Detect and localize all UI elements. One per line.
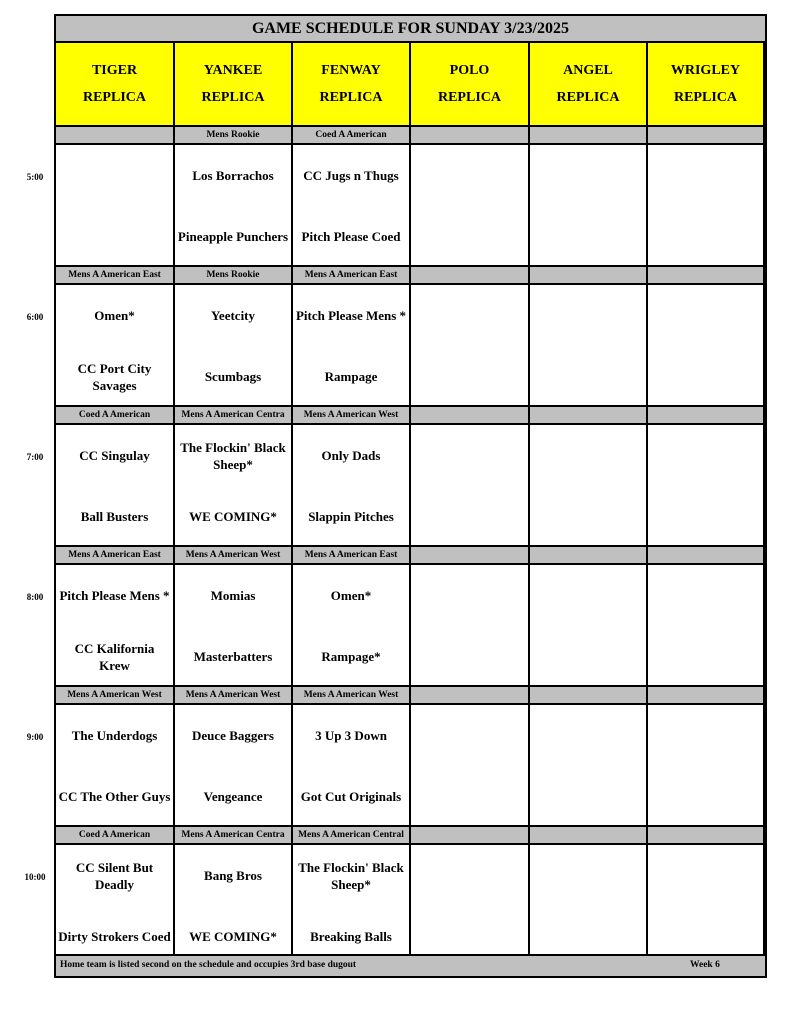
home-team: WE COMING* bbox=[189, 509, 277, 524]
division-label: Mens Rookie bbox=[175, 127, 293, 145]
division-label bbox=[411, 127, 530, 145]
field-header bbox=[411, 43, 530, 127]
division-label bbox=[411, 687, 530, 705]
away-team bbox=[530, 145, 646, 206]
division-label bbox=[530, 407, 648, 425]
away-team bbox=[411, 705, 528, 766]
away-team: Yeetcity bbox=[210, 308, 256, 323]
field-type: REPLICA bbox=[673, 90, 737, 105]
division-label bbox=[648, 407, 765, 425]
home-team bbox=[411, 346, 528, 407]
away-team: Only Dads bbox=[321, 448, 381, 463]
game-cell bbox=[56, 145, 175, 267]
division-label: Mens A American West bbox=[175, 547, 293, 565]
away-team bbox=[648, 145, 763, 206]
away-team: The Underdogs bbox=[71, 728, 158, 743]
field-type: REPLICA bbox=[556, 90, 620, 105]
home-team bbox=[648, 766, 763, 827]
game-cell bbox=[293, 285, 411, 407]
home-team: WE COMING* bbox=[189, 929, 277, 944]
division-label: Mens A American East bbox=[293, 267, 411, 285]
game-cell bbox=[293, 145, 411, 267]
division-label bbox=[411, 547, 530, 565]
division-label bbox=[648, 827, 765, 845]
field-type: REPLICA bbox=[82, 90, 146, 105]
time-label: 6:00 bbox=[26, 312, 44, 322]
division-label: Mens Rookie bbox=[175, 267, 293, 285]
schedule-title: GAME SCHEDULE FOR SUNDAY 3/23/2025 bbox=[56, 16, 765, 43]
game-cell bbox=[293, 425, 411, 547]
division-label: Mens A American East bbox=[293, 547, 411, 565]
division-label: Coed A American bbox=[56, 827, 175, 845]
division-label bbox=[530, 687, 648, 705]
field-header bbox=[293, 43, 411, 127]
game-cell bbox=[411, 425, 530, 547]
division-label: Mens A American East bbox=[56, 267, 175, 285]
game-cell bbox=[411, 145, 530, 267]
division-label bbox=[411, 407, 530, 425]
away-team bbox=[648, 705, 763, 766]
home-team: Dirty Strokers Coed bbox=[58, 929, 171, 944]
home-team: CC Port City Savages bbox=[77, 360, 152, 393]
game-cell bbox=[411, 285, 530, 407]
home-team: Pitch Please Coed bbox=[301, 229, 401, 244]
time-label: 7:00 bbox=[26, 452, 44, 462]
division-label bbox=[648, 687, 765, 705]
game-cell bbox=[648, 845, 765, 967]
division-label bbox=[648, 127, 765, 145]
away-team: The Flockin' Black Sheep* bbox=[298, 859, 404, 892]
away-team bbox=[411, 565, 528, 626]
home-team bbox=[411, 626, 528, 687]
game-cell bbox=[648, 145, 765, 267]
home-team: Rampage* bbox=[321, 649, 381, 664]
time-label: 5:00 bbox=[26, 172, 44, 182]
field-name: ANGEL bbox=[563, 63, 613, 78]
game-cell bbox=[648, 565, 765, 687]
field-name: FENWAY bbox=[321, 63, 381, 78]
away-team bbox=[648, 425, 763, 486]
game-cell bbox=[56, 845, 175, 967]
away-team bbox=[411, 285, 528, 346]
away-team bbox=[56, 145, 173, 206]
away-team bbox=[648, 565, 763, 626]
away-team: The Flockin' Black Sheep* bbox=[180, 439, 286, 472]
home-team: Ball Busters bbox=[80, 509, 149, 524]
home-team bbox=[411, 766, 528, 827]
field-type: REPLICA bbox=[201, 90, 265, 105]
field-name: WRIGLEY bbox=[670, 63, 741, 78]
home-team: Scumbags bbox=[204, 369, 262, 384]
field-header bbox=[175, 43, 293, 127]
division-label: Mens A American Centra bbox=[175, 407, 293, 425]
field-header bbox=[56, 43, 175, 127]
home-team bbox=[56, 206, 173, 267]
home-team: CC The Other Guys bbox=[58, 789, 171, 804]
schedule-table bbox=[54, 14, 767, 978]
game-cell bbox=[56, 425, 175, 547]
division-label bbox=[411, 827, 530, 845]
away-team: 3 Up 3 Down bbox=[315, 728, 387, 743]
home-team: Vengeance bbox=[203, 789, 263, 804]
division-label bbox=[648, 267, 765, 285]
division-label: Coed A American bbox=[293, 127, 411, 145]
division-label bbox=[411, 267, 530, 285]
away-team bbox=[411, 845, 528, 906]
home-team: Breaking Balls bbox=[310, 929, 392, 944]
division-label bbox=[530, 827, 648, 845]
division-label: Mens A American West bbox=[293, 407, 411, 425]
game-cell bbox=[411, 565, 530, 687]
home-team bbox=[530, 766, 646, 827]
home-team bbox=[530, 626, 646, 687]
away-team: Pitch Please Mens * bbox=[295, 308, 407, 323]
game-cell bbox=[530, 145, 648, 267]
away-team bbox=[411, 425, 528, 486]
away-team bbox=[530, 285, 646, 346]
game-cell bbox=[175, 565, 293, 687]
game-cell bbox=[293, 565, 411, 687]
home-team bbox=[648, 626, 763, 687]
game-cell bbox=[530, 705, 648, 827]
home-team-note: Home team is listed second on the schedule and occupies 3rd base dugout bbox=[60, 960, 357, 970]
away-team: Los Borrachos bbox=[192, 168, 274, 183]
game-cell bbox=[56, 705, 175, 827]
division-label: Mens A American West bbox=[293, 687, 411, 705]
away-team: Omen* bbox=[330, 588, 372, 603]
division-label bbox=[530, 127, 648, 145]
home-team bbox=[411, 486, 528, 547]
game-cell bbox=[56, 285, 175, 407]
game-cell bbox=[530, 845, 648, 967]
away-team: Momias bbox=[210, 588, 256, 603]
time-label: 9:00 bbox=[26, 732, 44, 742]
time-label: 8:00 bbox=[26, 592, 44, 602]
away-team: Bang Bros bbox=[204, 868, 262, 883]
field-name: POLO bbox=[449, 63, 490, 78]
game-cell bbox=[175, 145, 293, 267]
away-team bbox=[530, 845, 646, 906]
home-team: Masterbatters bbox=[193, 649, 273, 664]
division-label bbox=[530, 547, 648, 565]
field-type: REPLICA bbox=[437, 90, 501, 105]
home-team: Got Cut Originals bbox=[300, 789, 402, 804]
division-label: Mens A American East bbox=[56, 547, 175, 565]
field-header bbox=[530, 43, 648, 127]
time-label: 10:00 bbox=[24, 872, 46, 882]
away-team: Omen* bbox=[94, 308, 135, 323]
home-team bbox=[530, 206, 646, 267]
game-cell bbox=[648, 285, 765, 407]
home-team: Pineapple Punchers bbox=[177, 229, 289, 244]
away-team: CC Silent But Deadly bbox=[75, 859, 154, 892]
away-team bbox=[648, 285, 763, 346]
game-cell bbox=[648, 425, 765, 547]
game-cell bbox=[411, 845, 530, 967]
away-team: Pitch Please Mens * bbox=[59, 588, 170, 603]
division-label: Mens A American Centra bbox=[175, 827, 293, 845]
home-team bbox=[411, 206, 528, 267]
home-team bbox=[648, 206, 763, 267]
division-label bbox=[530, 267, 648, 285]
home-team: Slappin Pitches bbox=[308, 509, 394, 524]
home-team bbox=[648, 346, 763, 407]
home-team bbox=[530, 486, 646, 547]
game-cell bbox=[530, 565, 648, 687]
field-name: TIGER bbox=[91, 63, 138, 78]
away-team: Deuce Baggers bbox=[192, 728, 274, 743]
division-label: Mens A American Central bbox=[293, 827, 411, 845]
away-team bbox=[530, 425, 646, 486]
game-cell bbox=[175, 705, 293, 827]
away-team bbox=[648, 845, 763, 906]
away-team: CC Singulay bbox=[79, 448, 150, 463]
home-team bbox=[648, 486, 763, 547]
game-cell bbox=[648, 705, 765, 827]
division-label: Mens A American West bbox=[175, 687, 293, 705]
field-name: YANKEE bbox=[203, 63, 263, 78]
game-cell bbox=[293, 705, 411, 827]
game-cell bbox=[56, 565, 175, 687]
division-label bbox=[648, 547, 765, 565]
home-team: CC Kalifornia Krew bbox=[74, 640, 155, 673]
away-team: CC Jugs n Thugs bbox=[303, 168, 399, 183]
week-label: Week 6 bbox=[690, 960, 720, 970]
away-team bbox=[530, 705, 646, 766]
home-team: Rampage bbox=[324, 369, 378, 384]
division-label: Coed A American bbox=[56, 407, 175, 425]
game-cell bbox=[175, 425, 293, 547]
game-cell bbox=[175, 285, 293, 407]
game-cell bbox=[175, 845, 293, 967]
game-cell bbox=[411, 705, 530, 827]
field-type: REPLICA bbox=[319, 90, 383, 105]
game-cell bbox=[530, 425, 648, 547]
away-team bbox=[530, 565, 646, 626]
division-label: Mens A American West bbox=[56, 687, 175, 705]
game-cell bbox=[293, 845, 411, 967]
field-header bbox=[648, 43, 765, 127]
footer-bar bbox=[56, 954, 765, 976]
division-label bbox=[56, 127, 175, 145]
away-team bbox=[411, 145, 528, 206]
game-cell bbox=[530, 285, 648, 407]
home-team bbox=[530, 346, 646, 407]
